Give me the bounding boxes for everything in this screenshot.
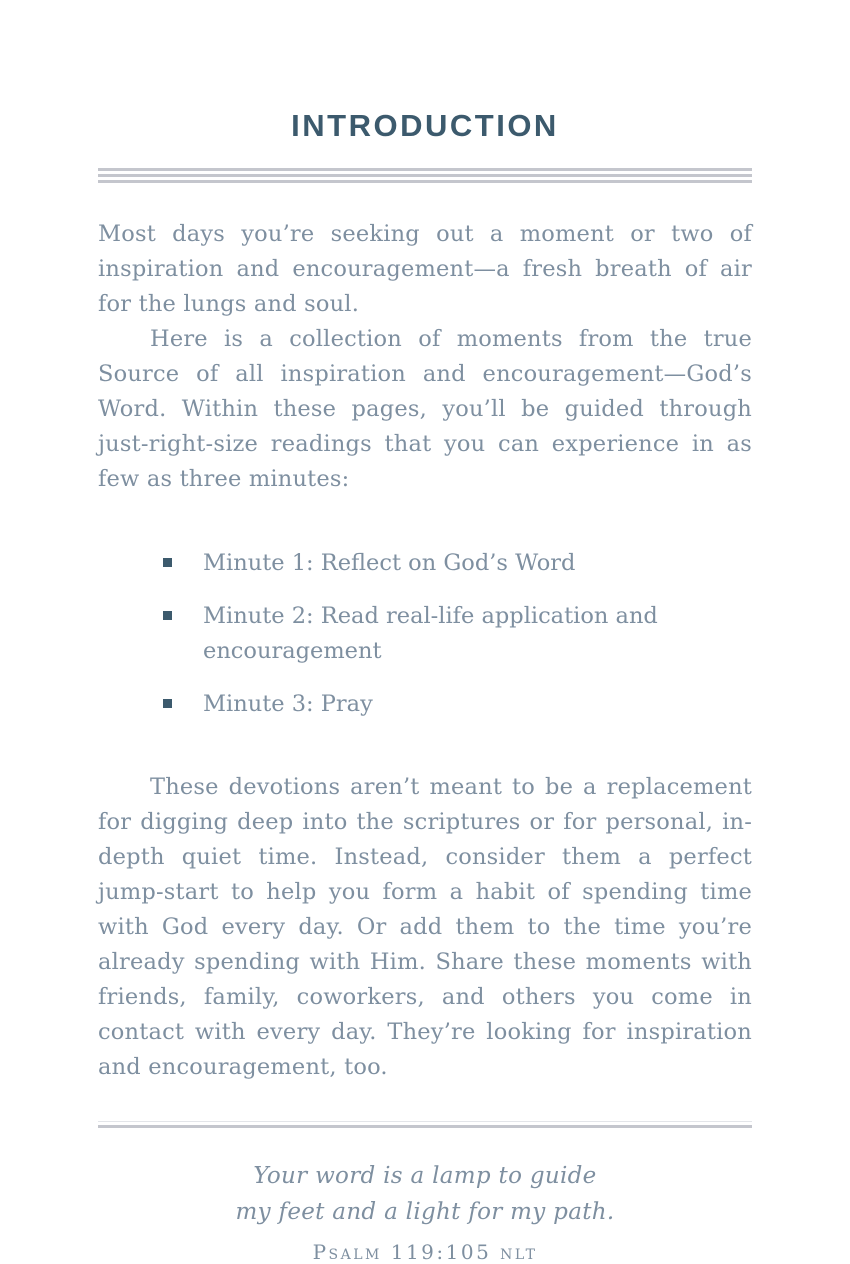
quote-line-1: Your word is a lamp to guide bbox=[253, 1163, 597, 1189]
section-divider-top bbox=[98, 168, 752, 183]
list-item-label: Minute 1: Reflect on God’s Word bbox=[203, 550, 576, 576]
divider-line bbox=[98, 174, 752, 177]
scripture-reference: Psalm 119:105 nlt bbox=[312, 1240, 538, 1264]
section-divider-bottom bbox=[98, 1121, 752, 1128]
square-bullet-icon bbox=[163, 699, 172, 708]
page-title: INTRODUCTION bbox=[291, 108, 559, 143]
scripture-quote bbox=[98, 1158, 752, 1264]
square-bullet-icon bbox=[163, 611, 172, 620]
list-item bbox=[163, 687, 752, 722]
paragraph-devotions: These devotions aren’t meant to be a replacement for digging deep into the scriptures or for personal, in-depth quiet time. Instead, consider them a perfect jump-start to help you form a habit of spending time with God every day. Or add them to the time you’re already spending with Him. Share these moments with friends, family, coworkers, and others you come in contact with every day. They’re looking for inspiration and encouragement, too. bbox=[98, 774, 752, 1080]
list-item-label: Minute 2: Read real-life application and encouragement bbox=[203, 603, 658, 664]
divider-line bbox=[98, 180, 752, 183]
paragraph-opening: Most days you’re seeking out a moment or two of inspiration and encouragement—a fresh breath of air for the lungs and soul. bbox=[98, 221, 752, 317]
list-item-label: Minute 3: Pray bbox=[203, 691, 373, 717]
divider-line bbox=[98, 168, 752, 171]
list-item bbox=[163, 599, 752, 669]
list-item bbox=[163, 546, 752, 581]
divider-line bbox=[98, 1125, 752, 1128]
paragraph-collection: Here is a collection of moments from the true Source of all inspiration and encouragement—God’s Word. Within these pages, you’ll be guided through just-right-size readings that you can experience in as few as three minutes: bbox=[98, 326, 752, 492]
quote-line-2: my feet and a light for my path. bbox=[235, 1199, 615, 1225]
minute-steps-list bbox=[98, 497, 752, 770]
square-bullet-icon bbox=[163, 558, 172, 567]
divider-line bbox=[98, 1121, 752, 1122]
